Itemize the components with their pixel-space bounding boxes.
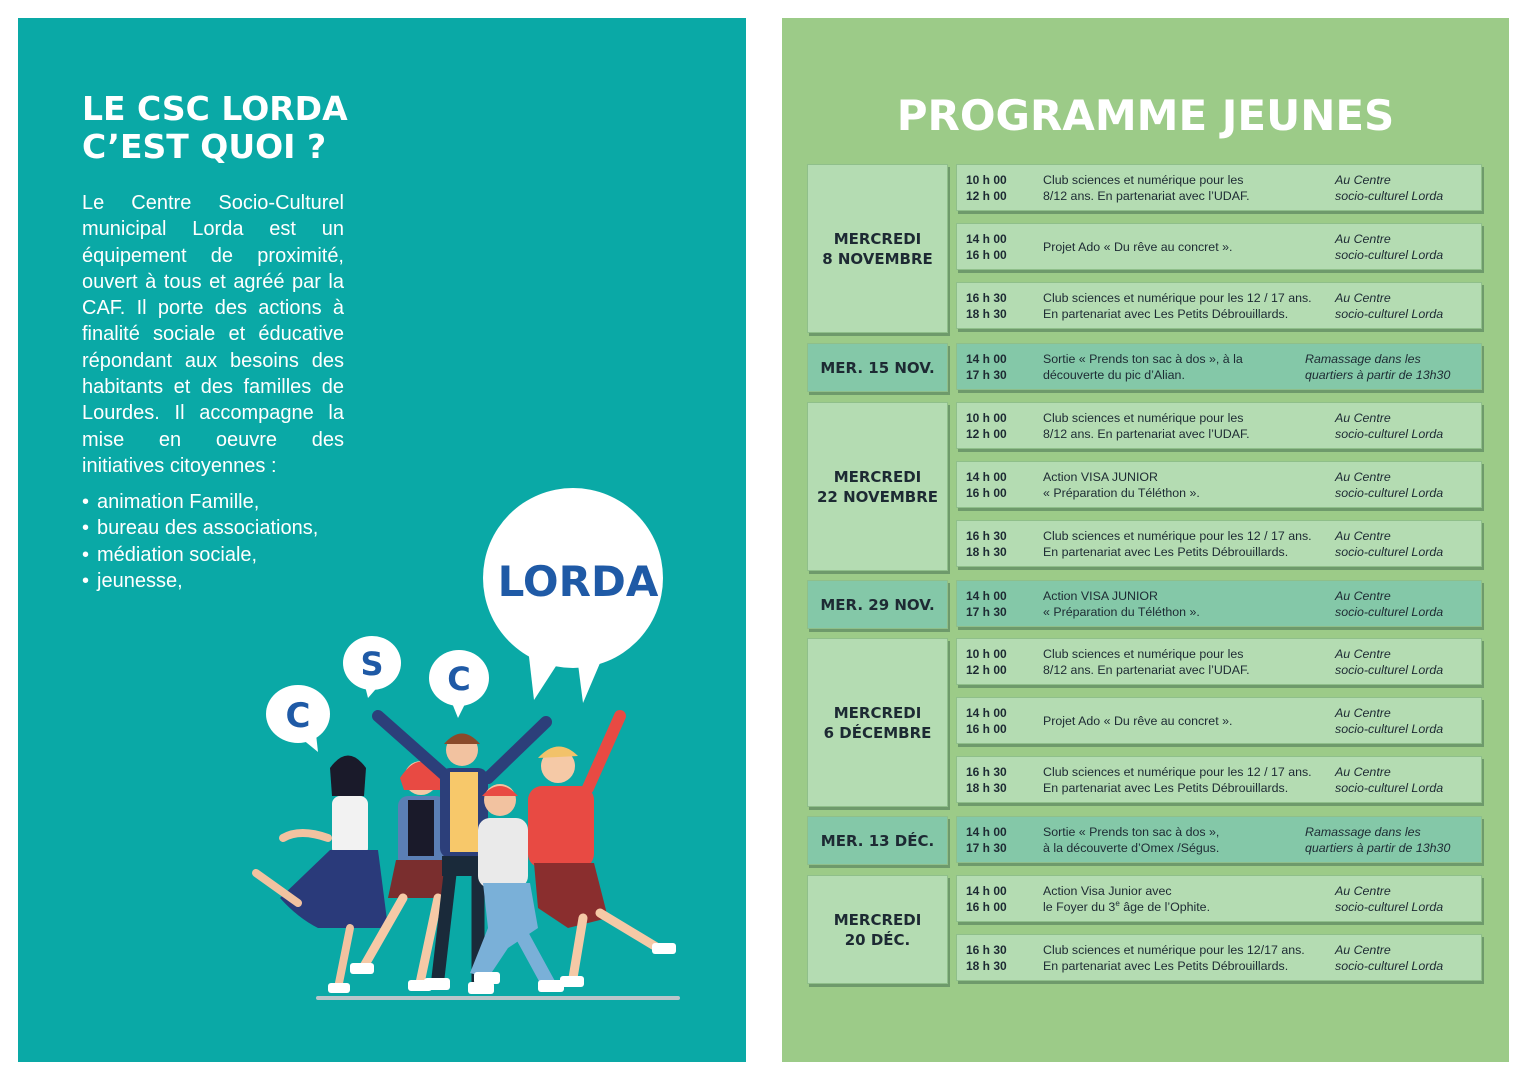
schedule-row: 10 h 00 12 h 00 Club sciences et numérique pour les 8/12 ans. En partenariat avec l’UDAF. Au Centre socio-culturel Lorda <box>956 402 1482 449</box>
svg-text:C: C <box>447 660 471 698</box>
day-box-8-novembre: MERCREDI 8 NOVEMBRE <box>807 164 948 333</box>
schedule-row: 16 h 30 18 h 30 Club sciences et numérique pour les 12/17 ans. En partenariat avec Les Petits Débrouillards. Au Centre socio-culturel Lorda <box>956 934 1482 981</box>
svg-text:S: S <box>360 645 384 683</box>
day-box-13-dec: MER. 13 DÉC. <box>807 816 948 865</box>
bubble-s <box>343 636 401 698</box>
youth-group-illustration <box>238 478 718 1018</box>
schedule-row: 16 h 30 18 h 30 Club sciences et numérique pour les 12 / 17 ans. En partenariat avec Les Petits Débrouillards. Au Centre socio-culturel Lorda <box>956 756 1482 803</box>
left-title: LE CSC LORDA C’EST QUOI ? <box>82 89 348 166</box>
day-box-20-dec: MERCREDI 20 DÉC. <box>807 875 948 984</box>
schedule-row: 10 h 00 12 h 00 Club sciences et numérique pour les 8/12 ans. En partenariat avec l’UDAF. Au Centre socio-culturel Lorda <box>956 638 1482 685</box>
schedule-row: 14 h 00 16 h 00 Projet Ado « Du rêve au concret ». Au Centre socio-culturel Lorda <box>956 223 1482 270</box>
left-panel <box>18 18 746 1062</box>
intro-paragraph: Le Centre Socio-Culturel municipal Lorda est un équipement de proximité, ouvert à tous et agréé par la CAF. Il porte des actions à finalité sociale et éducative répondant aux besoins des habitants et des familles de Lourdes. Il accompagne la mise en oeuvre des initiatives citoyennes : <box>82 192 344 477</box>
schedule-row: 16 h 30 18 h 30 Club sciences et numérique pour les 12 / 17 ans. En partenariat avec Les Petits Débrouillards. Au Centre socio-culturel Lorda <box>956 282 1482 329</box>
schedule-row: 14 h 00 17 h 30 Action VISA JUNIOR « Préparation du Téléthon ». Au Centre socio-culturel Lorda <box>956 580 1482 627</box>
bubble-c1 <box>266 685 330 752</box>
schedule-row: 14 h 00 16 h 00 Action Visa Junior avec le Foyer du 3e âge de l’Ophite. Au Centre socio-culturel Lorda <box>956 875 1482 922</box>
schedule-row: 14 h 00 17 h 30 Sortie « Prends ton sac à dos », à la découverte d’Omex /Ségus. Ramassage dans les quartiers à partir de 13h30 <box>956 816 1482 863</box>
bubble-lorda <box>483 488 663 703</box>
day-box-29-nov: MER. 29 NOV. <box>807 580 948 629</box>
list-item: • médiation sociale, <box>82 542 318 568</box>
schedule-row: 14 h 00 17 h 30 Sortie « Prends ton sac à dos », à la découverte du pic d’Alian. Ramassage dans les quartiers à partir de 13h30 <box>956 343 1482 390</box>
list-item: • jeunesse, <box>82 568 318 594</box>
day-box-15-nov: MER. 15 NOV. <box>807 343 948 392</box>
bubble-c2 <box>429 650 489 718</box>
list-item: • bureau des associations, <box>82 515 318 541</box>
svg-text:C: C <box>285 696 311 736</box>
schedule-row: 10 h 00 12 h 00 Club sciences et numérique pour les 8/12 ans. En partenariat avec l’UDAF. Au Centre socio-culturel Lorda <box>956 164 1482 211</box>
day-box-22-novembre: MERCREDI 22 NOVEMBRE <box>807 402 948 571</box>
programme-title: PROGRAMME JEUNES <box>896 91 1395 140</box>
schedule-row: 14 h 00 16 h 00 Projet Ado « Du rêve au concret ». Au Centre socio-culturel Lorda <box>956 697 1482 744</box>
schedule-row: 14 h 00 16 h 00 Action VISA JUNIOR « Préparation du Téléthon ». Au Centre socio-culturel Lorda <box>956 461 1482 508</box>
schedule-row: 16 h 30 18 h 30 Club sciences et numérique pour les 12 / 17 ans. En partenariat avec Les Petits Débrouillards. Au Centre socio-culturel Lorda <box>956 520 1482 567</box>
person-man-right <box>528 716 676 987</box>
day-box-6-decembre: MERCREDI 6 DÉCEMBRE <box>807 638 948 807</box>
list-item: • animation Famille, <box>82 489 318 515</box>
svg-text:LORDA: LORDA <box>497 557 659 606</box>
right-panel <box>782 18 1509 1062</box>
